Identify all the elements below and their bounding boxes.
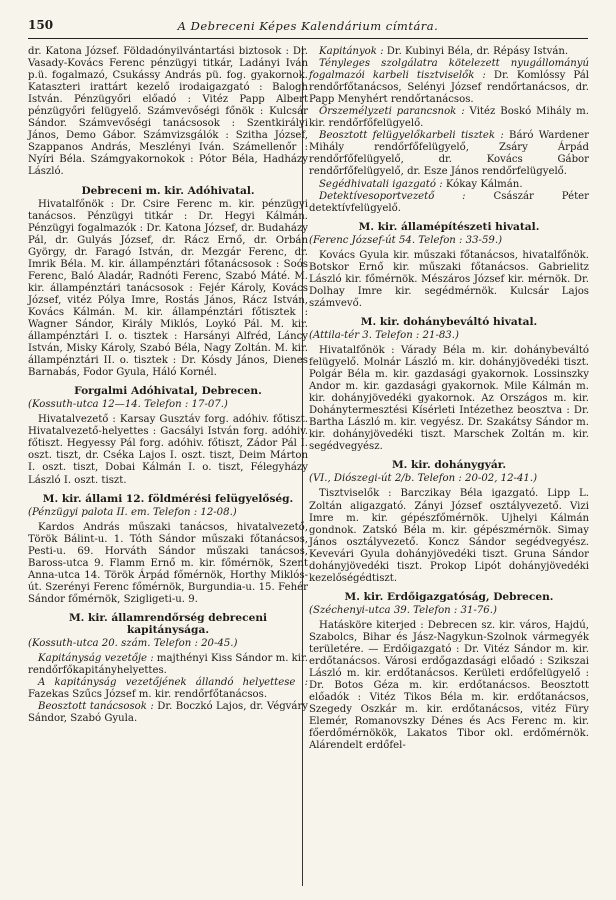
paragraph: Hivatalfőnök : Várady Béla m. kir. dohánybeváltó felügyelő. Molnár László m. kir. dohányjövedéki tiszt. Polgár Béla m. kir. gazdasági gyakornok. Lossinszky Andor m. kir. gazdasági gyakornok. Mile Kálmán m. kir. dohányjövedéki gyakornok. Az Országos m. kir. Dohánytermesztési Kísérleti Intézethez beosztva : Dr. Bartha László m. kir. vegyész. Dr. Szakátsy Sándor m. kir. dohányjövedéki tiszt. Marschek Zoltán m. kir. segédvegyész. [309,344,589,453]
paragraph: A kapitányság vezetőjének állandó helyettese : Fazekas Szűcs József m. kir. rendőrfőtanácsos. [28,677,308,701]
paragraph: Segédhivatali igazgató : Kókay Kálmán. [319,178,523,190]
page-number: 150 [28,18,54,32]
role-label: Kapitányok : [319,46,384,57]
section-address: (Pénzügyi palota II. em. Telefon : 12-08.) [28,506,237,518]
section-heading: M. kir. állami 12. földmérési felügyelőség. [42,492,294,505]
paragraph: Tisztviselők : Barczikay Béla igazgató. Lipp L. Zoltán aligazgató. Zányi József osztályvezető. Vizi Imre m. kir. gépészfőmérnök. Ujhelyi Kálmán gondnok. Zatskó Béla m. kir. gépészmérnök. Simay János osztályvezető. Koncz Sándor segédvegyész. Kevevári Gyula dohányjövedéki tiszt. Gruna Sándor dohányjövedéki tiszt. Prokop Lipót dohányjövedéki kezelőségédtiszt. [309,488,589,584]
paragraph: Kapitányok : Dr. Kubinyi Béla, dr. Répásy István. [319,46,569,57]
section-address: (Kossuth-utca 12—14. Telefon : 17-07.) [28,399,228,411]
paragraph: Hatásköre kiterjed : Debrecen sz. kir. város, Hajdú, Szabolcs, Bihar és Jász-Nagykun-Szolnok vármegyék területére. — Erdőigazgató : Dr. Vitéz Sándor m. kir. erdőtanácsos. Városi erdőgazdasági előadó : Szikszai László m. kir. erdőtanácsos. Kerületi erdőfelügyelő : Dr. Botos Géza m. kir. erdőtanácsos. Beosztott előadók : Vitéz Tikos Béla m. kir. erdőtanácsos, Szegedy Oszkár m. kir. erdőtanácsos, vitéz Füry Elemér, Romanovszky Dénes és Acs Ferenc m. kir. főerdőmérnökök, Lakatos Tibor okl. erdőmérnök. Alárendelt erdőfel- [309,619,589,752]
paragraph: Kovács Gyula kir. műszaki főtanácsos, hivatalfőnök. Botskor Ernő kir. műszaki főtanácsos. Gabrielitz László kir. főmérnök. Mészáros József kir. mérnök. Dr. Dolhay Imre kir. segédmérnök. Kulcsár Lajos számvevő. [309,249,589,309]
left-column [28,46,308,725]
role-label: A kapitányság vezetőjének állandó helyettese : [38,677,308,689]
section-address: (VI., Diószegi-út 2/b. Telefon : 20-02, 12-41.) [309,473,538,485]
section-heading: M. kir. dohánybeváltó hivatal. [360,315,538,328]
role-label: Beosztott tanácsosok : [38,701,154,713]
role-label: Tényleges szolgálatra kötelezett nyugállományú fogalmazói karbeli tisztviselők : [309,58,589,82]
role-label: Segédhivatali igazgató : [319,178,443,190]
paragraph: dr. Katona József. Földadónyilvántartási biztosok : Dr. Vasady-Kovács Ferenc pénzügyi titkár, Ladányi Iván p.ü. fogalmazó, Csukássy András pü. fog. gyakornok. Kataszteri irattárt kezelő irodaigazgató : Balogh István. Pénzügyőri előadó : Vitéz Papp Albert pénzügyőri felügyelő. Számvevőségi főnök : Kulcsár Sándor. Számvevőségi tanácsosok : Szentkirályi János, Demo Gábor. Számvizsgálók : Szitha József, Szappanos András, Meszlényi Iván. Számellenőr : Nyíri Béla. Számgyakornokok : Pótor Béla, Hadházy László. [28,46,308,178]
section-heading: Forgalmi Adóhivatal, Debrecen. [74,385,262,398]
right-column [309,46,589,752]
section-address: (Kossuth-utca 20. szám. Telefon : 20-45.) [28,637,238,649]
section-heading: M. kir. államépítészeti hivatal. [358,220,540,233]
paragraph: Hivatalvezető : Karsay Gusztáv forg. adóhiv. főtiszt. Hivatalvezető-helyettes : Gacsályi István forg. adóhiv. főtiszt. Hegyessy Pál forg. adóhiv. főtiszt, Zádor Pál I. oszt. tiszt, dr. Cséka Lajos I. oszt. tiszt, Deim Márton I. oszt. tiszt, Dobai Kálmán I. o. tiszt, Félegyházy László I. oszt. tiszt. [28,414,308,486]
section-heading: M. kir. államrendőrség debreceni kapitánysága. [68,611,268,636]
section-heading: Debreceni m. kir. Adóhivatal. [81,184,255,197]
role-label: Őrszemélyzeti parancsnok : [319,106,465,118]
running-title: A Debreceni Képes Kalendárium címtára. [177,19,439,33]
paragraph: Beosztott felügyelőkarbeli tisztek : Báró Wardener Mihály rendőrfőfelügyelő, Zsáry Árpád rendőrfőfelügyelő, dr. Kovács Gábor rendőrfőfelügyelő, dr. Esze János rendőrfelügyelő. [309,130,589,178]
section-address: (Ferenc József-út 54. Telefon : 33-59.) [309,234,503,246]
paragraph: Detektívesoportvezető : Császár Péter detektívfelügyelő. [309,190,590,214]
page-header [28,18,588,39]
paragraph: Kardos András műszaki tanácsos, hivatalvezető, Török Bálint-u. 1. Tóth Sándor műszaki főtanácsos, Pesti-u. 69. Horváth Sándor műszaki tanácsos, Baross-utca 9. Flamm Ernő m. kir. főmérnök, Szent Anna-utca 14. Török Árpád főmérnök, Horthy Miklós-út. Szerényi Ferenc főmérnök, Burgundia-u. 15. Fehér Sándor főmérnök, Szigligeti-u. 9. [28,521,308,605]
paragraph: Kapitányság vezetője : majthényi Kiss Sándor m. kir. rendőrfőkapitányhelyettes. [28,652,308,677]
role-label: Detektívesoportvezető : [319,190,466,202]
paragraph: Őrszemélyzeti parancsnok : Vitéz Boskó Mihály m. kir. rendőrfőfelügyelő. [309,106,589,130]
section-address: (Széchenyi-utca 39. Telefon : 31-76.) [309,604,497,616]
section-heading: M. kir. dohánygyár. [391,459,507,472]
paragraph: Tényleges szolgálatra kötelezett nyugállományú fogalmazói karbeli tisztviselők : Dr. Komlóssy Pál rendőrfőtanácsos, Selényi József rendőrtanácsos, dr. Papp Menyhért rendőrtanácsos. [309,58,589,106]
role-label: Beosztott felügyelőkarbeli tisztek : [319,130,504,142]
section-address: (Attila-tér 3. Telefon : 21-83.) [309,329,459,341]
paragraph: Beosztott tanácsosok : Dr. Boczkó Lajos, dr. Végváry Sándor, Szabó Gyula. [28,701,308,725]
paragraph: Hivatalfőnök : Dr. Csire Ferenc m. kir. pénzügyi tanácsos. Pénzügyi titkár : Dr. Hegyi Kálmán. Pénzügyi fogalmazók : Dr. Katona József, dr. Budaházy Pál, dr. Gulyás József, dr. Rácz Ernő, dr. Orbán György, dr. Faragó István, dr. Mezgár Ferenc, dr. Imrik Béla. M. kir. állampénztári főtanácsosok : Soós Ferenc, Baló Aladár, Radnóti Ferenc, Szabó Máté. M. kir. állampénztári tanácsosok : Fejér Károly, Kovács József, vitéz Pólya Imre, Rostás János, Rácz István, Kovács Kálmán. M. kir. állampénztári főtisztek : Wagner Sándor, Király Miklós, Loykó Pál. M. kir. állampénztári I. o. tisztek : Harsányi Alfréd, Láncy István, Misky Károly, Szabó Béla, Nagy Zoltán. M. kir. állampénztári II. o. tisztek : Dr. Kósdy János, Dienes Barnabás, Fodor Gyula, Háló Kornél. [28,198,308,379]
role-label: Kapitányság vezetője : [38,652,154,664]
section-heading: M. kir. Erdőigazgatóság, Debrecen. [344,590,554,603]
